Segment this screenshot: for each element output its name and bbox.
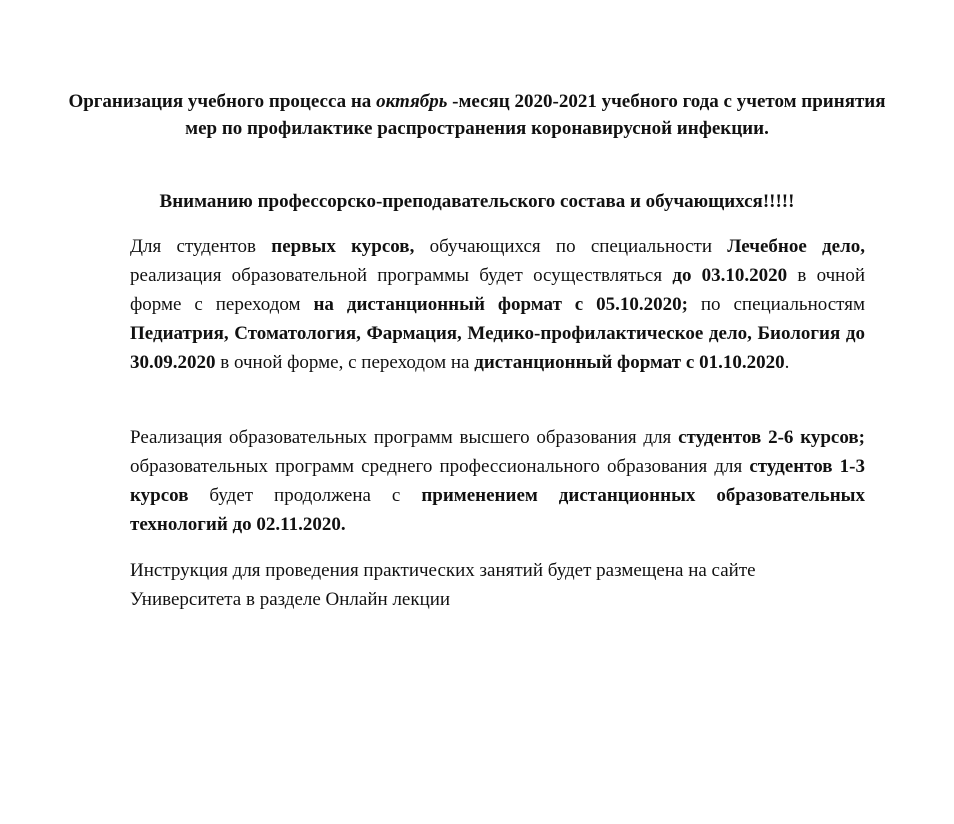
emphasis-date: до 03.10.2020 — [672, 265, 788, 286]
title-part-2: -месяц 2020-2021 учебного года с учетом принятия мер по профилактике распространения коронавирусной инфекции. — [185, 91, 886, 139]
text-fragment: Реализация образовательных программ высшего образования для — [130, 427, 679, 448]
emphasis-specialties-list: Педиатрия, Стоматология, Фармация, Медико-профилактическое дело, Биология до 30.09.2020 — [130, 323, 865, 373]
title-month: октябрь — [376, 91, 448, 112]
text-fragment: будет продолжена с — [188, 485, 422, 506]
emphasis-remote-format-date: дистанционный формат с 01.10.2020 — [474, 352, 785, 373]
text-fragment: Для студентов — [130, 236, 272, 257]
text-fragment: в очной форме с переходом — [130, 265, 865, 315]
paragraph-instructions: Инструкция для проведения практических занятий будет размещена на сайте Университета в разделе Онлайн лекции — [130, 560, 756, 610]
paragraph-other-courses — [130, 423, 865, 539]
emphasis-first-courses: первых курсов, — [271, 236, 415, 257]
text-fragment: по специальностям — [687, 294, 865, 315]
emphasis-remote-format: на дистанционный формат с 05.10.2020; — [313, 294, 688, 315]
emphasis-remote-technologies: применением дистанционных образовательных технологий до 02.11.2020. — [130, 485, 866, 535]
paragraph-first-year — [130, 232, 865, 377]
title-part-1: Организация учебного процесса на — [68, 91, 377, 112]
text-fragment: в очной форме, с переходом на — [215, 352, 475, 373]
text-fragment: . — [784, 352, 790, 373]
emphasis-courses-2-6: студентов 2-6 курсов; — [678, 427, 865, 448]
emphasis-specialty: Лечебное дело, — [727, 236, 865, 257]
text-fragment: образовательных программ среднего профессионального образования для — [130, 456, 750, 477]
document-title — [60, 88, 894, 142]
text-fragment: реализация образовательной программы будет осуществляться — [130, 265, 673, 286]
emphasis-courses-1-3: студентов 1-3 курсов — [130, 456, 865, 506]
text-fragment: обучающихся по специальности — [414, 236, 728, 257]
notice-heading: Вниманию профессорско-преподавательского состава и обучающихся!!!!! — [159, 191, 795, 212]
